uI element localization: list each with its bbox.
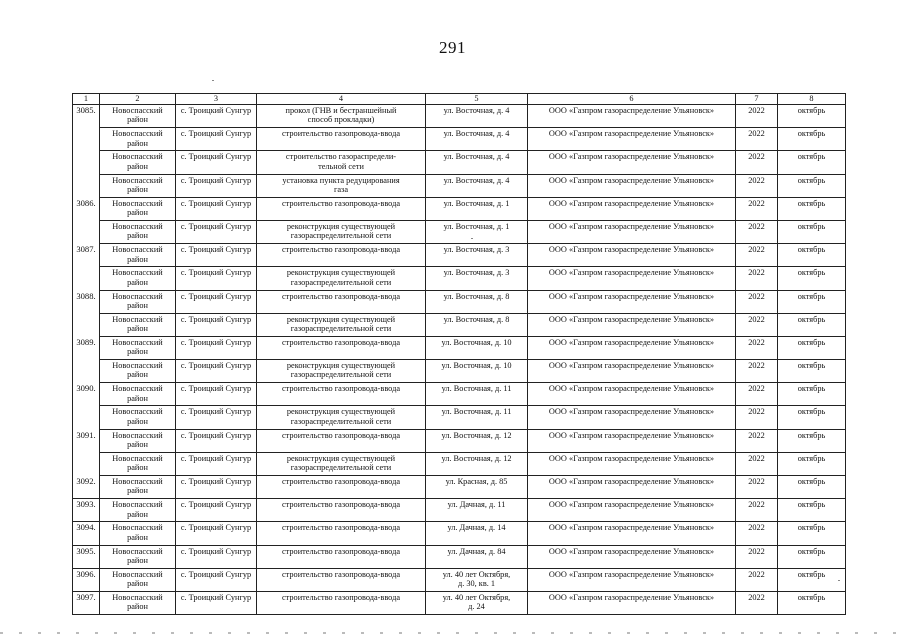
settlement-cell: с. Троицкий Сунгур bbox=[176, 452, 257, 475]
work-type-cell: строительство газопровода-ввода bbox=[257, 128, 426, 151]
organization-cell: ООО «Газпром газораспределение Ульяновск» bbox=[528, 105, 736, 128]
year-cell: 2022 bbox=[736, 290, 778, 313]
organization-cell: ООО «Газпром газораспределение Ульяновск» bbox=[528, 174, 736, 197]
row-number-cell: 3092. bbox=[73, 476, 100, 499]
column-header: 5 bbox=[426, 94, 528, 105]
row-number-cell bbox=[73, 360, 100, 383]
table-row bbox=[73, 360, 846, 383]
row-number-cell bbox=[73, 174, 100, 197]
table-row bbox=[73, 522, 846, 545]
year-cell: 2022 bbox=[736, 197, 778, 220]
row-number-cell bbox=[73, 267, 100, 290]
work-type-cell: строительство газопровода-ввода bbox=[257, 522, 426, 545]
work-type-cell: установка пункта редуцирования газа bbox=[257, 174, 426, 197]
organization-cell: ООО «Газпром газораспределение Ульяновск» bbox=[528, 313, 736, 336]
row-number-cell: 3091. bbox=[73, 429, 100, 452]
organization-cell: ООО «Газпром газораспределение Ульяновск» bbox=[528, 545, 736, 568]
month-cell: октябрь bbox=[778, 244, 846, 267]
district-cell: Новоспасский район bbox=[100, 313, 176, 336]
year-cell: 2022 bbox=[736, 151, 778, 174]
row-number-cell: 3085. bbox=[73, 105, 100, 128]
column-header: 8 bbox=[778, 94, 846, 105]
table-row bbox=[73, 591, 846, 614]
organization-cell: ООО «Газпром газораспределение Ульяновск» bbox=[528, 522, 736, 545]
settlement-cell: с. Троицкий Сунгур bbox=[176, 174, 257, 197]
month-cell: октябрь bbox=[778, 197, 846, 220]
settlement-cell: с. Троицкий Сунгур bbox=[176, 313, 257, 336]
settlement-cell: с. Троицкий Сунгур bbox=[176, 197, 257, 220]
settlement-cell: с. Троицкий Сунгур bbox=[176, 267, 257, 290]
year-cell: 2022 bbox=[736, 499, 778, 522]
organization-cell: ООО «Газпром газораспределение Ульяновск» bbox=[528, 406, 736, 429]
month-cell: октябрь bbox=[778, 499, 846, 522]
year-cell: 2022 bbox=[736, 336, 778, 359]
table-row bbox=[73, 128, 846, 151]
year-cell: 2022 bbox=[736, 429, 778, 452]
month-cell: октябрь bbox=[778, 545, 846, 568]
organization-cell: ООО «Газпром газораспределение Ульяновск» bbox=[528, 360, 736, 383]
work-type-cell: реконструкция существующей газораспределительной сети bbox=[257, 220, 426, 243]
table-row bbox=[73, 568, 846, 591]
work-type-cell: строительство газопровода-ввода bbox=[257, 429, 426, 452]
year-cell: 2022 bbox=[736, 128, 778, 151]
district-cell: Новоспасский район bbox=[100, 591, 176, 614]
month-cell: октябрь bbox=[778, 174, 846, 197]
table-row bbox=[73, 336, 846, 359]
address-cell: ул. Восточная, д. 8 bbox=[426, 313, 528, 336]
organization-cell: ООО «Газпром газораспределение Ульяновск» bbox=[528, 591, 736, 614]
month-cell: октябрь bbox=[778, 290, 846, 313]
row-number-cell bbox=[73, 406, 100, 429]
organization-cell: ООО «Газпром газораспределение Ульяновск» bbox=[528, 429, 736, 452]
column-header: 4 bbox=[257, 94, 426, 105]
address-cell: ул. 40 лет Октября, д. 24 bbox=[426, 591, 528, 614]
address-cell: ул. Восточная, д. 10 bbox=[426, 336, 528, 359]
table-row bbox=[73, 406, 846, 429]
row-number-cell: 3093. bbox=[73, 499, 100, 522]
table-row bbox=[73, 499, 846, 522]
month-cell: октябрь bbox=[778, 429, 846, 452]
work-type-cell: строительство газопровода-ввода bbox=[257, 197, 426, 220]
work-type-cell: реконструкция существующей газораспределительной сети bbox=[257, 406, 426, 429]
year-cell: 2022 bbox=[736, 105, 778, 128]
year-cell: 2022 bbox=[736, 452, 778, 475]
row-number-cell: 3090. bbox=[73, 383, 100, 406]
register-body bbox=[73, 105, 846, 615]
column-header: 2 bbox=[100, 94, 176, 105]
work-type-cell: реконструкция существующей газораспределительной сети bbox=[257, 267, 426, 290]
organization-cell: ООО «Газпром газораспределение Ульяновск» bbox=[528, 336, 736, 359]
work-type-cell: реконструкция существующей газораспределительной сети bbox=[257, 360, 426, 383]
settlement-cell: с. Троицкий Сунгур bbox=[176, 360, 257, 383]
organization-cell: ООО «Газпром газораспределение Ульяновск» bbox=[528, 151, 736, 174]
work-type-cell: строительство газораспредели- тельной сети bbox=[257, 151, 426, 174]
address-cell: ул. Восточная, д. 11 bbox=[426, 406, 528, 429]
row-number-cell bbox=[73, 452, 100, 475]
row-number-cell: 3088. bbox=[73, 290, 100, 313]
district-cell: Новоспасский район bbox=[100, 545, 176, 568]
settlement-cell: с. Троицкий Сунгур bbox=[176, 545, 257, 568]
register-table bbox=[72, 93, 846, 615]
district-cell: Новоспасский район bbox=[100, 429, 176, 452]
settlement-cell: с. Троицкий Сунгур bbox=[176, 290, 257, 313]
address-cell: ул. Восточная, д. 8 bbox=[426, 290, 528, 313]
year-cell: 2022 bbox=[736, 545, 778, 568]
table-row bbox=[73, 313, 846, 336]
year-cell: 2022 bbox=[736, 476, 778, 499]
row-number-cell: 3086. bbox=[73, 197, 100, 220]
month-cell: октябрь bbox=[778, 522, 846, 545]
month-cell: октябрь bbox=[778, 105, 846, 128]
address-cell: ул. Восточная, д. 1 bbox=[426, 220, 528, 243]
month-cell: октябрь bbox=[778, 452, 846, 475]
district-cell: Новоспасский район bbox=[100, 290, 176, 313]
settlement-cell: с. Троицкий Сунгур bbox=[176, 383, 257, 406]
table-row bbox=[73, 290, 846, 313]
month-cell: октябрь bbox=[778, 151, 846, 174]
district-cell: Новоспасский район bbox=[100, 383, 176, 406]
address-cell: ул. Восточная, д. 4 bbox=[426, 128, 528, 151]
address-cell: ул. 40 лет Октября, д. 30, кв. 1 bbox=[426, 568, 528, 591]
work-type-cell: строительство газопровода-ввода bbox=[257, 476, 426, 499]
settlement-cell: с. Троицкий Сунгур bbox=[176, 336, 257, 359]
table-row bbox=[73, 383, 846, 406]
district-cell: Новоспасский район bbox=[100, 267, 176, 290]
year-cell: 2022 bbox=[736, 360, 778, 383]
address-cell: ул. Восточная, д. 12 bbox=[426, 429, 528, 452]
year-cell: 2022 bbox=[736, 522, 778, 545]
month-cell: октябрь bbox=[778, 336, 846, 359]
district-cell: Новоспасский район bbox=[100, 174, 176, 197]
settlement-cell: с. Троицкий Сунгур bbox=[176, 151, 257, 174]
address-cell: ул. Восточная, д. 4 bbox=[426, 105, 528, 128]
work-type-cell: строительство газопровода-ввода bbox=[257, 290, 426, 313]
organization-cell: ООО «Газпром газораспределение Ульяновск» bbox=[528, 197, 736, 220]
organization-cell: ООО «Газпром газораспределение Ульяновск» bbox=[528, 128, 736, 151]
district-cell: Новоспасский район bbox=[100, 105, 176, 128]
address-cell: ул. Восточная, д. 11 bbox=[426, 383, 528, 406]
settlement-cell: с. Троицкий Сунгур bbox=[176, 499, 257, 522]
month-cell: октябрь bbox=[778, 568, 846, 591]
row-number-cell: 3089. bbox=[73, 336, 100, 359]
month-cell: октябрь bbox=[778, 406, 846, 429]
address-cell: ул. Восточная, д. 10 bbox=[426, 360, 528, 383]
header-row bbox=[73, 94, 846, 105]
table-row bbox=[73, 105, 846, 128]
work-type-cell: строительство газопровода-ввода bbox=[257, 336, 426, 359]
district-cell: Новоспасский район bbox=[100, 568, 176, 591]
month-cell: октябрь bbox=[778, 476, 846, 499]
settlement-cell: с. Троицкий Сунгур bbox=[176, 429, 257, 452]
year-cell: 2022 bbox=[736, 267, 778, 290]
organization-cell: ООО «Газпром газораспределение Ульяновск» bbox=[528, 452, 736, 475]
organization-cell: ООО «Газпром газораспределение Ульяновск» bbox=[528, 568, 736, 591]
table-row bbox=[73, 174, 846, 197]
district-cell: Новоспасский район bbox=[100, 336, 176, 359]
table-row bbox=[73, 476, 846, 499]
table-row bbox=[73, 197, 846, 220]
address-cell: ул. Восточная, д. 1 bbox=[426, 197, 528, 220]
settlement-cell: с. Троицкий Сунгур bbox=[176, 220, 257, 243]
column-header: 1 bbox=[73, 94, 100, 105]
district-cell: Новоспасский район bbox=[100, 197, 176, 220]
address-cell: ул. Дачная, д. 14 bbox=[426, 522, 528, 545]
settlement-cell: с. Троицкий Сунгур bbox=[176, 591, 257, 614]
district-cell: Новоспасский район bbox=[100, 360, 176, 383]
page-number: 291 bbox=[439, 38, 466, 57]
address-cell: ул. Дачная, д. 11 bbox=[426, 499, 528, 522]
row-number-cell: 3094. bbox=[73, 522, 100, 545]
work-type-cell: строительство газопровода-ввода bbox=[257, 568, 426, 591]
table-row bbox=[73, 220, 846, 243]
year-cell: 2022 bbox=[736, 244, 778, 267]
work-type-cell: строительство газопровода-ввода bbox=[257, 499, 426, 522]
district-cell: Новоспасский район bbox=[100, 476, 176, 499]
district-cell: Новоспасский район bbox=[100, 452, 176, 475]
row-number-cell: 3097. bbox=[73, 591, 100, 614]
column-header: 7 bbox=[736, 94, 778, 105]
month-cell: октябрь bbox=[778, 220, 846, 243]
settlement-cell: с. Троицкий Сунгур bbox=[176, 128, 257, 151]
organization-cell: ООО «Газпром газораспределение Ульяновск» bbox=[528, 290, 736, 313]
row-number-cell bbox=[73, 313, 100, 336]
year-cell: 2022 bbox=[736, 406, 778, 429]
work-type-cell: строительство газопровода-ввода bbox=[257, 545, 426, 568]
settlement-cell: с. Троицкий Сунгур bbox=[176, 522, 257, 545]
organization-cell: ООО «Газпром газораспределение Ульяновск» bbox=[528, 476, 736, 499]
row-number-cell: 3095. bbox=[73, 545, 100, 568]
month-cell: октябрь bbox=[778, 128, 846, 151]
address-cell: ул. Восточная, д. 4 bbox=[426, 174, 528, 197]
table-row bbox=[73, 267, 846, 290]
district-cell: Новоспасский район bbox=[100, 499, 176, 522]
row-number-cell: 3096. bbox=[73, 568, 100, 591]
row-number-cell bbox=[73, 220, 100, 243]
address-cell: ул. Восточная, д. 3 bbox=[426, 267, 528, 290]
scan-speck bbox=[212, 80, 214, 81]
work-type-cell: прокол (ГНВ и бестраншейный способ прокладки) bbox=[257, 105, 426, 128]
month-cell: октябрь bbox=[778, 313, 846, 336]
table-row bbox=[73, 452, 846, 475]
settlement-cell: с. Троицкий Сунгур bbox=[176, 105, 257, 128]
settlement-cell: с. Троицкий Сунгур bbox=[176, 244, 257, 267]
work-type-cell: строительство газопровода-ввода bbox=[257, 244, 426, 267]
address-cell: ул. Дачная, д. 84 bbox=[426, 545, 528, 568]
month-cell: октябрь bbox=[778, 383, 846, 406]
table-row bbox=[73, 244, 846, 267]
table-row bbox=[73, 151, 846, 174]
address-cell: ул. Восточная, д. 3 bbox=[426, 244, 528, 267]
row-number-cell bbox=[73, 151, 100, 174]
month-cell: октябрь bbox=[778, 267, 846, 290]
settlement-cell: с. Троицкий Сунгур bbox=[176, 406, 257, 429]
table-row bbox=[73, 545, 846, 568]
address-cell: ул. Красная, д. 85 bbox=[426, 476, 528, 499]
year-cell: 2022 bbox=[736, 568, 778, 591]
column-header: 6 bbox=[528, 94, 736, 105]
settlement-cell: с. Троицкий Сунгур bbox=[176, 568, 257, 591]
row-number-cell: 3087. bbox=[73, 244, 100, 267]
scan-edge-noise bbox=[0, 632, 905, 634]
settlement-cell: с. Троицкий Сунгур bbox=[176, 476, 257, 499]
organization-cell: ООО «Газпром газораспределение Ульяновск» bbox=[528, 220, 736, 243]
address-cell: ул. Восточная, д. 4 bbox=[426, 151, 528, 174]
address-cell: ул. Восточная, д. 12 bbox=[426, 452, 528, 475]
organization-cell: ООО «Газпром газораспределение Ульяновск» bbox=[528, 244, 736, 267]
year-cell: 2022 bbox=[736, 313, 778, 336]
work-type-cell: реконструкция существующей газораспределительной сети bbox=[257, 313, 426, 336]
year-cell: 2022 bbox=[736, 174, 778, 197]
district-cell: Новоспасский район bbox=[100, 522, 176, 545]
year-cell: 2022 bbox=[736, 220, 778, 243]
work-type-cell: строительство газопровода-ввода bbox=[257, 383, 426, 406]
work-type-cell: строительство газопровода-ввода bbox=[257, 591, 426, 614]
month-cell: октябрь bbox=[778, 360, 846, 383]
row-number-cell bbox=[73, 128, 100, 151]
district-cell: Новоспасский район bbox=[100, 220, 176, 243]
table-row bbox=[73, 429, 846, 452]
column-header: 3 bbox=[176, 94, 257, 105]
month-cell: октябрь bbox=[778, 591, 846, 614]
district-cell: Новоспасский район bbox=[100, 128, 176, 151]
organization-cell: ООО «Газпром газораспределение Ульяновск» bbox=[528, 383, 736, 406]
year-cell: 2022 bbox=[736, 383, 778, 406]
year-cell: 2022 bbox=[736, 591, 778, 614]
organization-cell: ООО «Газпром газораспределение Ульяновск» bbox=[528, 267, 736, 290]
district-cell: Новоспасский район bbox=[100, 151, 176, 174]
work-type-cell: реконструкция существующей газораспределительной сети bbox=[257, 452, 426, 475]
organization-cell: ООО «Газпром газораспределение Ульяновск» bbox=[528, 499, 736, 522]
district-cell: Новоспасский район bbox=[100, 244, 176, 267]
district-cell: Новоспасский район bbox=[100, 406, 176, 429]
